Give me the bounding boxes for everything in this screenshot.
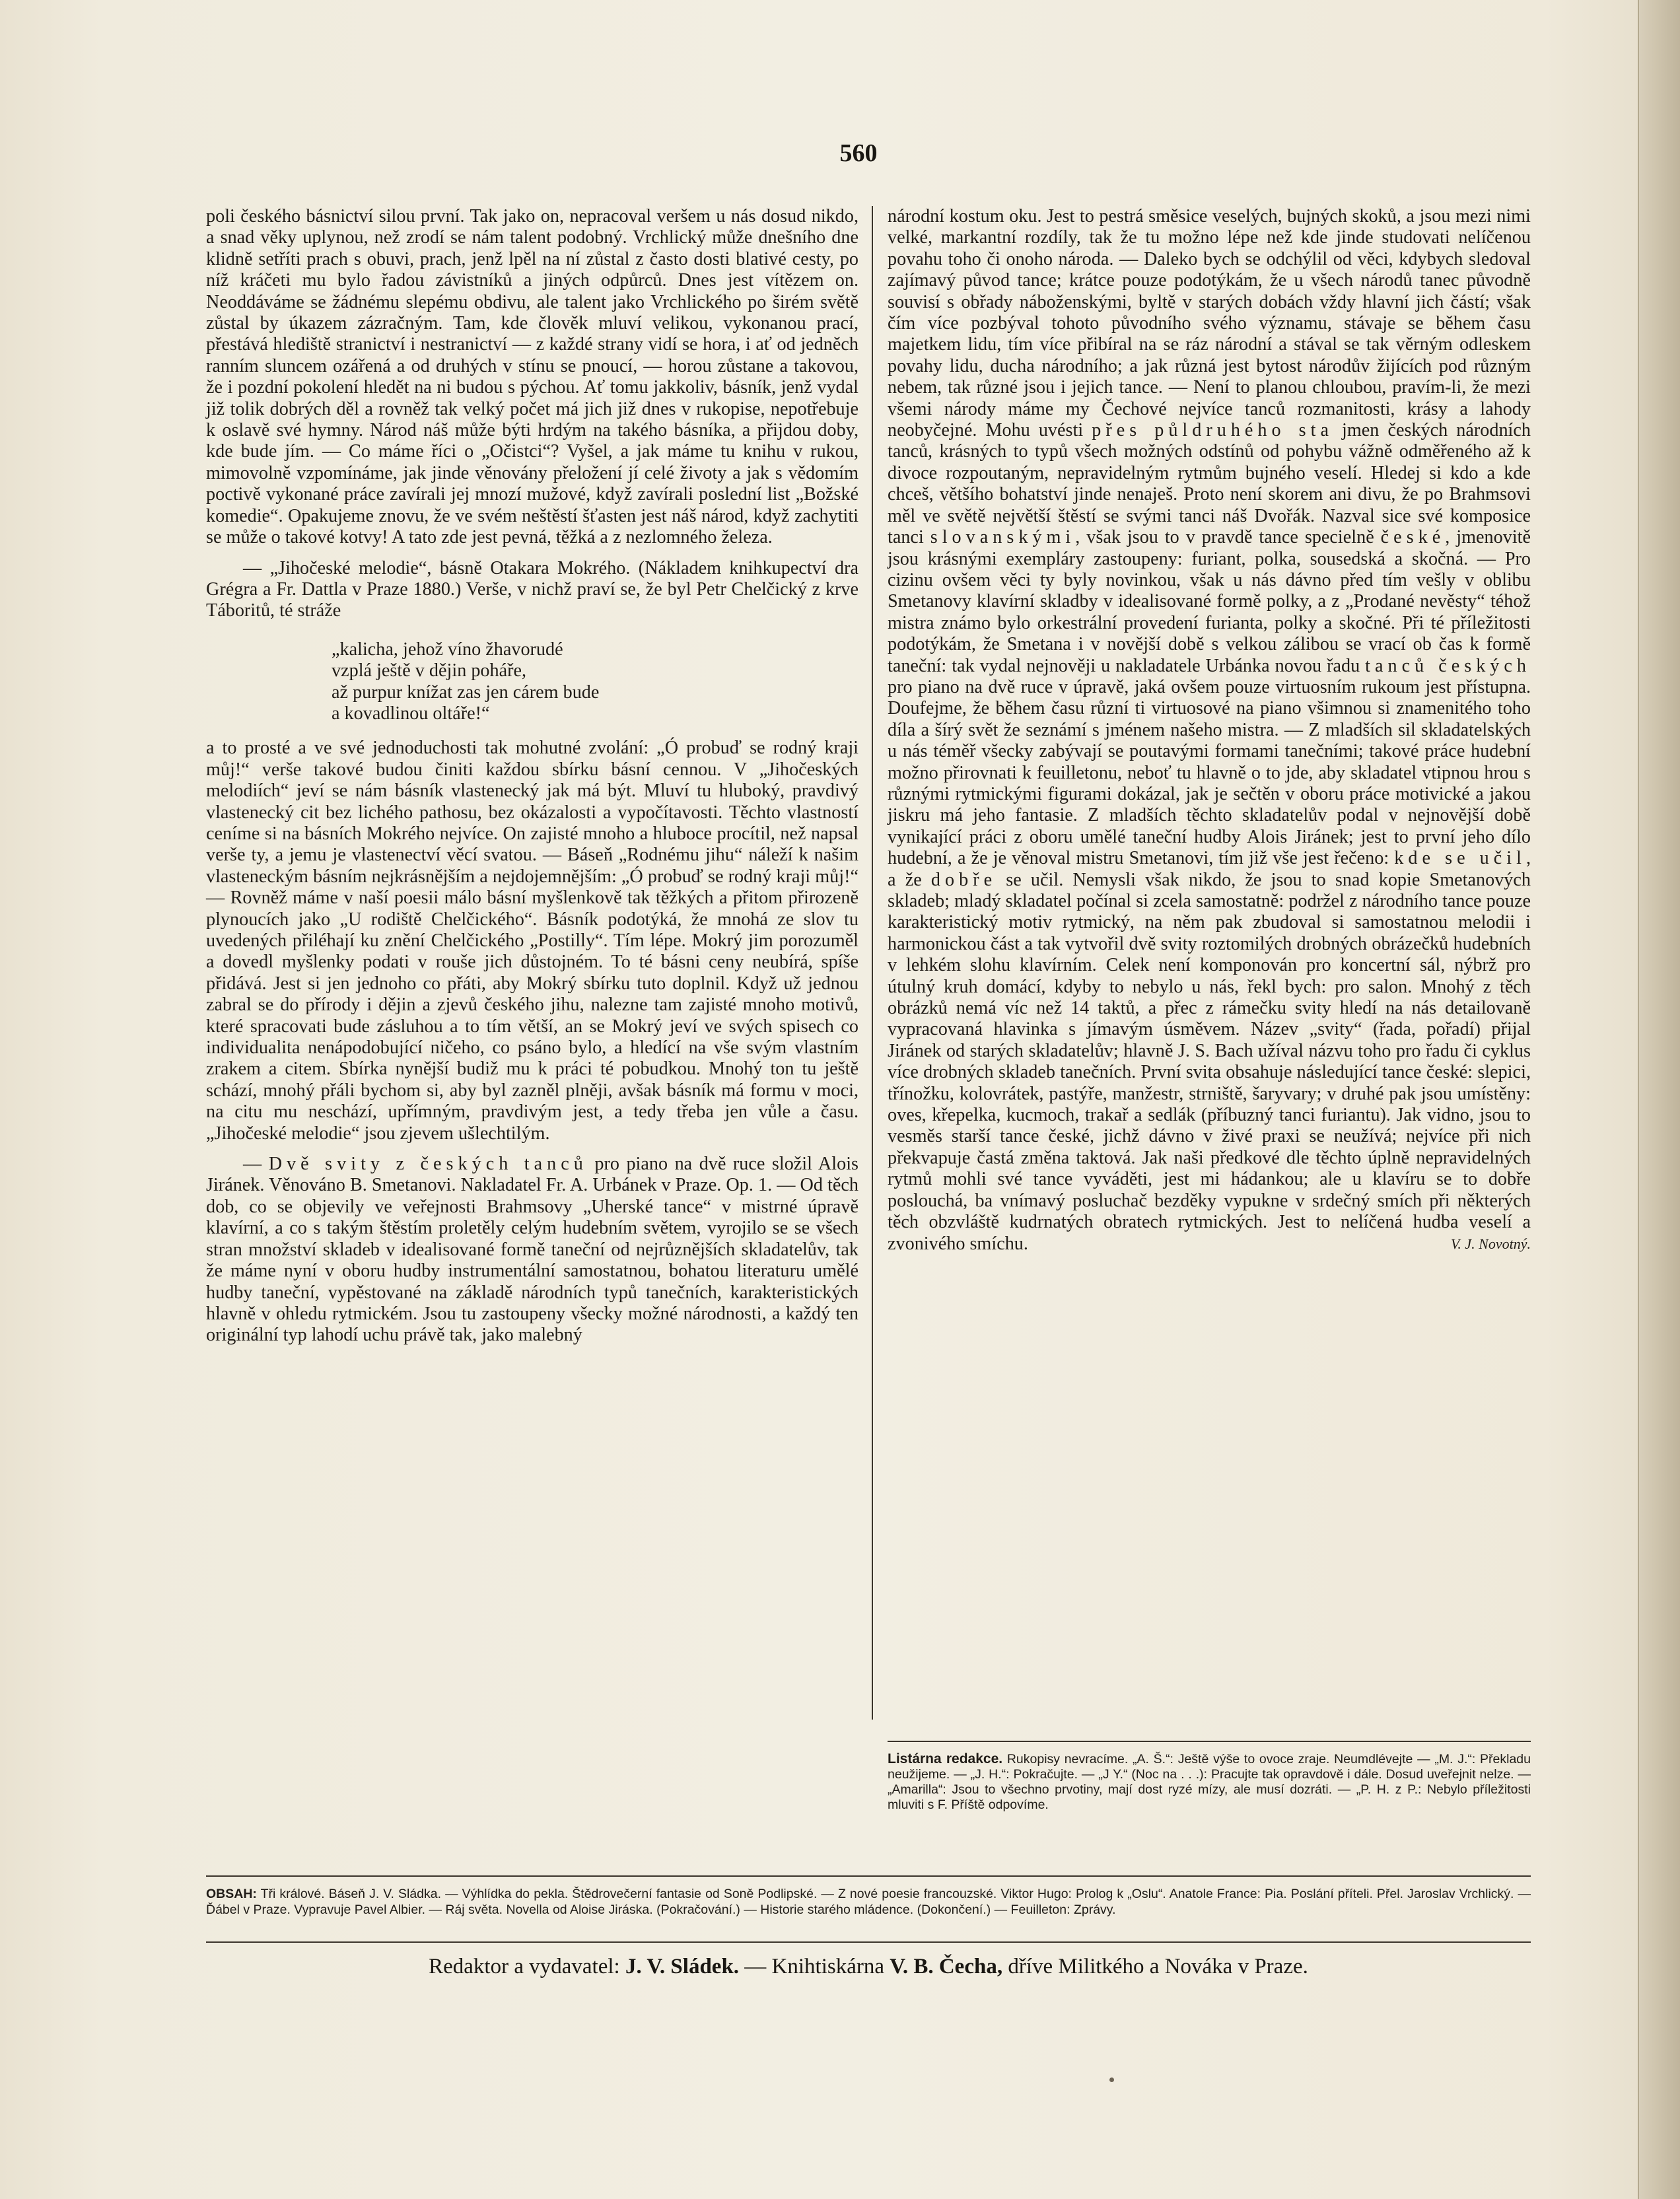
paragraph-vrchlicky: poli českého básnictví silou první. Tak jako on, nepracoval veršem u nás dosud nikdo, a snad věky uplynou, než zrodí se nám talent podobný. Vrchlický může dnešního dne klidně setříti prach s obuvi, prach, jenž lpěl na ní zůstal z často dosti blativé cesty, po níž kráčeti mu bylo řadou závistníků a jiných odpůrců. Dnes jest vítězem on. Neoddáváme se žádnému slepému obdivu, ale talent jako Vrchlického po širém světě zůstal by úkazem zázračným. Tam, kde člověk mluví velikou, vykonanou prací, přestává hlediště stranictví i nestranictví — z každé strany vidí se hora, i ať od jedněch ranním sluncem ozářená a od druhých v stínu se pnoucí, — horou zůstane a takovou, že i pozdní pokolení hledět na ni budou s pýchou. Ať tomu jakkoliv, básník, jenž vydal již tolik dobrých děl a rovněž tak velký počet má jich již dnes v rukopise, nepotřebuje k oslavě své hymny. Národ náš může býti hrdým na takého básníka, a přijdou doby, kde bude jím. — Co máme říci o „Očistci“? Vyšel, a jak máme tu knihu v rukou, mimovolně vzpomínáme, jak jinde věnovány přeložení jí celé životy a jak s vědomím poctivě vykonané práce zavírali jej mnozí mužové, když zavírali poslední list „Božské komedie“. Opakujeme znovu, že ve svém neštěstí šťasten jest náš národ, když zachytiti se může o takové kotvy! A tato zde jest pevná, těžká a z nezlomného železa. <box>206 206 858 548</box>
spaced-phrase: české <box>1380 527 1446 548</box>
text-run: , však jsou to v pravdě tance specielně <box>1075 527 1381 548</box>
text-run: pro piano na dvě ruce složil Alois Jiránek. Věnováno B. Smetanovi. Nakladatel Fr. A. Urbánek v Praze. Op. 1. — Od těch dob, co se objevily ve veřejnosti Brahmsovy „Uherské tance“ v mistrné úpravě klavírní, a co s takým štěstím proletěly celým hudebním světem, vyrojilo se se všech stran množství skladeb v idealisované formě taneční od nejrůznějších skladatelův, tak že máme nyní v oboru hudby instrumentální samostatnou, bohatou literaturu umělé hudby taneční, vypěstované na základě národních typů tanečních, karakteristických hlavně v ohledu rytmickém. Jsou tu zastoupeny všecky možné národnosti, a každý ten originální typ lahodí uchu právě tak, jako malebný <box>206 1154 859 1346</box>
verse-line: až purpur knížat zas jen cárem bude <box>332 681 600 703</box>
text-run: — <box>243 1154 269 1175</box>
author-signature: V. J. Novotný. <box>1450 1235 1531 1252</box>
right-column <box>888 206 1531 1255</box>
verse-line: a kovadlinou oltáře!“ <box>332 703 490 724</box>
verse-line: „kalicha, jehož víno žhavorudé <box>332 639 563 660</box>
imprint-text: dříve Militkého a Nováka v Praze. <box>1002 1955 1308 1978</box>
text-run: , jmenovitě jsou krásnými exempláry zastoupeny: furiant, polka, sousedská a skočná. — Pro cizinu ovšem věci ty byly novinkou, však u nás dávno před tím vešly v oblibu Smetanovy klavírní skladby v idealisované formě polky, a z „Prodané nevěsty“ téhož mistra známo bylo orkestrální provedení furianta, polky a skočné. Při té příležitosti podotýkám, že Smetana i v novější době s velkou zálibou se vrací ob čas k formě taneční: tak vydal nejnověji u nakladatele Urbánka novou řadu <box>888 527 1531 676</box>
imprint-text: Redaktor a vydavatel: <box>429 1955 625 1978</box>
imprint-text: — Knihtiskárna <box>739 1955 890 1978</box>
listarna-title: Listárna redakce. <box>888 1751 1003 1766</box>
imprint-line <box>206 1955 1531 1979</box>
spaced-phrase: přes půldruhého sta <box>1092 420 1333 441</box>
text-run: jmen českých národních tanců, krásných to typů všech možných odstínů od pohybu vážně odměřeného až k divoce rozpoutaným, nepravidelným rytmům bujného veselí. Hledej si kdo a kde chceš, většího bohatství jinde nenaješ. Proto není skorem ani divu, že po Brahmsovi měl ve světě největší štěstí se svými tanci náš Dvořák. Nazval sice své komposice tanci <box>888 420 1531 548</box>
paragraph-jihoceske-melodie-review: a to prosté a ve své jednoduchosti tak mohutné zvolání: „Ó probuď se rodný kraji můj!“ verše takové budou činiti každou sbírku básní cennou. V „Jihočeských melodiích“ jeví se nám básník vlastenecký jak má být. Mluví tu hluboký, pravdivý vlastenecký cit bez lichého pathosu, bez okázalosti a vypočítavosti. Těchto vlastností ceníme si na básních Mokrého nejvíce. On zajisté mnoho a hluboce procítil, než napsal verše ty, a jemu je vlastenectví věcí svatou. — Báseň „Rodnému jihu“ náleží k našim vlasteneckým básním nejkrásnějším a nejdojemnějším: „Ó probuď se rodný kraji můj!“ — Rovněž máme v naší poesii málo básní myšlenkově tak těžkých a přitom přirozeně plynoucích jako „U rodiště Chelčického“. Básník podotýká, že mnohá ze slov tu uvedených přiléhají ku znění Chelčického „Postilly“. Tím lépe. Mokrý jim porozuměl a dovedl myšlenky podati v rouše jich důstojném. To té básni ceny neubírá, spíše přidává. Jest si jen jednoho co přáti, aby Mokrý sbírku tuto doplnil. Když už jednou zabral se do přírody i dějin a zjevů českého jihu, nalezne tam zajisté mnoho motivů, které spracovati bude zásluhou a to tím větší, an se Mokrý jeví ve svých spisech co individualita nenápodobující ničeho, co psáno bylo, a hledící na vše svým vlastním zrakem a citem. Sbírka nynější budiž mu k práci té pobudkou. Mnohý ton tu ještě schází, mnohý přáli bychom si, aby byl zazněl plněji, avšak básník má formu v moci, na citu mu neschází, upřímným, pravdivým jest, a tedy třeba jen vůle a času. „Jihočeské melodie“ jsou zjevem ušlechtilým. <box>206 738 858 1144</box>
editor-name: J. V. Sládek. <box>625 1955 740 1978</box>
page-number: 560 <box>839 139 878 167</box>
text-run: se učil. Nemysli však nikdo, že jsou to snad kopie Smetanových skladeb; mladý skladatel počínal si zcela samostatně: podržel z národního tance pouze karakteristický motiv rytmický, na něm pak zbudoval si samostatnou melodii i harmonickou část a tak vytvořil dvě svity roztomilých drobných obrázečků hudebních v lehkém slohu klavírním. Celek není komponován pro koncertní sál, nýbrž pro útulný kruh domácí, kdyby to nebylo u nás, řekl bych: pro salon. Mnohý z těch obrázků nemá víc než 14 taktů, a přec z rámečku svity hledí na nás detailovaně vypracovaná hlavinka s jímavým úsměvem. Název „svity“ (řada, pořadí) přijal Jiránek od starých skladatelův; hlavně J. S. Bach užíval názvu toho pro řadu či cyklus více drobných skladeb tanečních. První svita obsahuje následující tance české: slepici, třínožku, kolovrátek, pastýře, manžestr, strniště, šaryvary; v druhé pak jsou umístěny: oves, křepelka, kucmoch, trakař a sedlák (příbuzný tanci furiantu). Jak vidno, jsou to vesměs starší tance české, jichž dávno v živé praxi se neužívá; nejvíce při nich překvapuje častá změna taktová. Jak naši předkové dle těchto úplně nepravidelných rytmů mohli své tance vyváděti, jest mi hádankou; ale u klavíru se to dobře poslouchá, ba vnímavý posluchač bezděky vypukne v srdečný smích při některých těch obzvláště kudrnatých obratech rytmických. Jest to nelíčená hudba veselí a zvonivého smíchu. <box>888 869 1531 1254</box>
column-divider <box>872 206 873 1720</box>
verse-line: vzplá ještě v dějin poháře, <box>332 660 527 681</box>
spaced-phrase: slovanskými <box>930 527 1076 548</box>
ink-speck <box>1109 2077 1114 2082</box>
verse-quote <box>332 639 858 725</box>
listarna-text: Rukopisy nevracíme. „A. Š.“: Ještě výše to ovoce zraje. Neumdlévejte — „M. J.“: Překladu neužijeme. — „J. H.“: Pokračujte. — „J Y.“ (Noc na . . .): Pracujte tak opravdově i dále. Dosud uveřejnit nelze. — „Amarilla“: Jsou to všechno prvotiny, mají dost ryzé mízy, ale musí dozráti. — „P. H. z P.: Nebylo příležitosti mluviti s F. Příště odpovíme. <box>888 1752 1531 1812</box>
contents-top-rule <box>206 1875 1531 1877</box>
table-of-contents <box>206 1886 1531 1918</box>
page-edge <box>1638 0 1680 2199</box>
contents-bottom-rule <box>206 1941 1531 1943</box>
paragraph-dve-svity <box>206 1154 858 1346</box>
spaced-phrase: dobře <box>930 869 997 890</box>
contents-label: OBSAH: <box>206 1887 257 1901</box>
text-run: pro piano na dvě ruce v úpravě, jaká ovšem pouze virtuosním rukoum jest přístupna. Doufejme, že během času různí ti virtuosové na piano všimnou si znamenitého toho díla a šírý svět že seznámí s jménem našeho mistra. — Z mladších sil skladatelských u nás téměř všecky zabývají se poutavými formami tanečními; takové práce hudební možno přirovnati k feuilletonu, neboť tu hlavně o to jde, aby skladatel vtipnou hrou s různými rytmickými figurami dokázal, jak je sečtěn v oboru práce motivické a jakou jiskru má jeho fantasie. Z mladších těchto skladatelův podal v nejnovější době vynikající práci z oboru umělé taneční hudby Alois Jiránek; jest to první jeho dílo hudební, a že je věnoval mistru Smetanovi, tím již vše jest řečeno: <box>888 676 1531 869</box>
listarna-top-rule <box>888 1741 1531 1742</box>
spaced-title: Dvě svity z českých tanců <box>268 1154 588 1175</box>
text-run: , a že <box>888 848 1531 890</box>
spaced-phrase: tanců českých <box>1365 655 1531 676</box>
contents-text: Tři králové. Báseň J. V. Sládka. — Výhlídka do pekla. Štědrovečerní fantasie od Soně Podlipské. — Z nové poesie francouzské. Viktor Hugo: Prolog k „Oslu“. Anatole France: Pia. Poslání příteli. Přel. Jaroslav Vrchlický. — Ďábel v Praze. Vypravuje Pavel Albier. — Ráj světa. Novella od Aloise Jiráska. (Pokračování.) — Historie starého mládence. (Dokončení.) — Feuilleton: Zprávy. <box>206 1887 1531 1917</box>
printer-name: V. B. Čecha, <box>890 1955 1003 1978</box>
paragraph-jihoceske-melodie-intro: — „Jihočeské melodie“, básně Otakara Mokrého. (Nákladem knihkupectví dra Grégra a Fr. Dattla v Praze 1880.) Verše, v nichž praví se, že byl Petr Chelčický z krve Táboritů, té stráže <box>206 557 858 621</box>
left-column <box>206 206 858 1346</box>
listarna-redakce <box>888 1751 1531 1813</box>
paragraph-tance-review <box>888 206 1531 1255</box>
text-run: národní kostum oku. Jest to pestrá směsice veselých, bujných skoků, a jsou mezi nimi velké, markantní rozdíly, tak že tu možno lépe než kde jinde studovati nelíčenou povahu toho či onoho národa. — Daleko bych se odchýlil od věci, kdybych sledoval zajímavý původ tance; krátce pouze podotýkám, že u všech národů tanec původně souvisí s obřady náboženskými, byltě v starých dobách vždy hlavní jich částí; však čím více pozbýval tohoto původního svého významu, stávaje se během času majetkem lidu, tím více přibíral na se ráz národní a stával se tak věrným odleskem povahy lidu, ducha národního; a jak různá jest bytost národův žijících pod různým nebem, tak různé jsou i jejich tance. — Není to planou chloubou, pravím-li, že mezi všemi národy máme my Čechové nejvíce tanců rozmanitosti, krásy a lahody neobyčejné. Mohu uvésti <box>888 206 1531 441</box>
spaced-phrase: kde se učil <box>1394 848 1526 869</box>
